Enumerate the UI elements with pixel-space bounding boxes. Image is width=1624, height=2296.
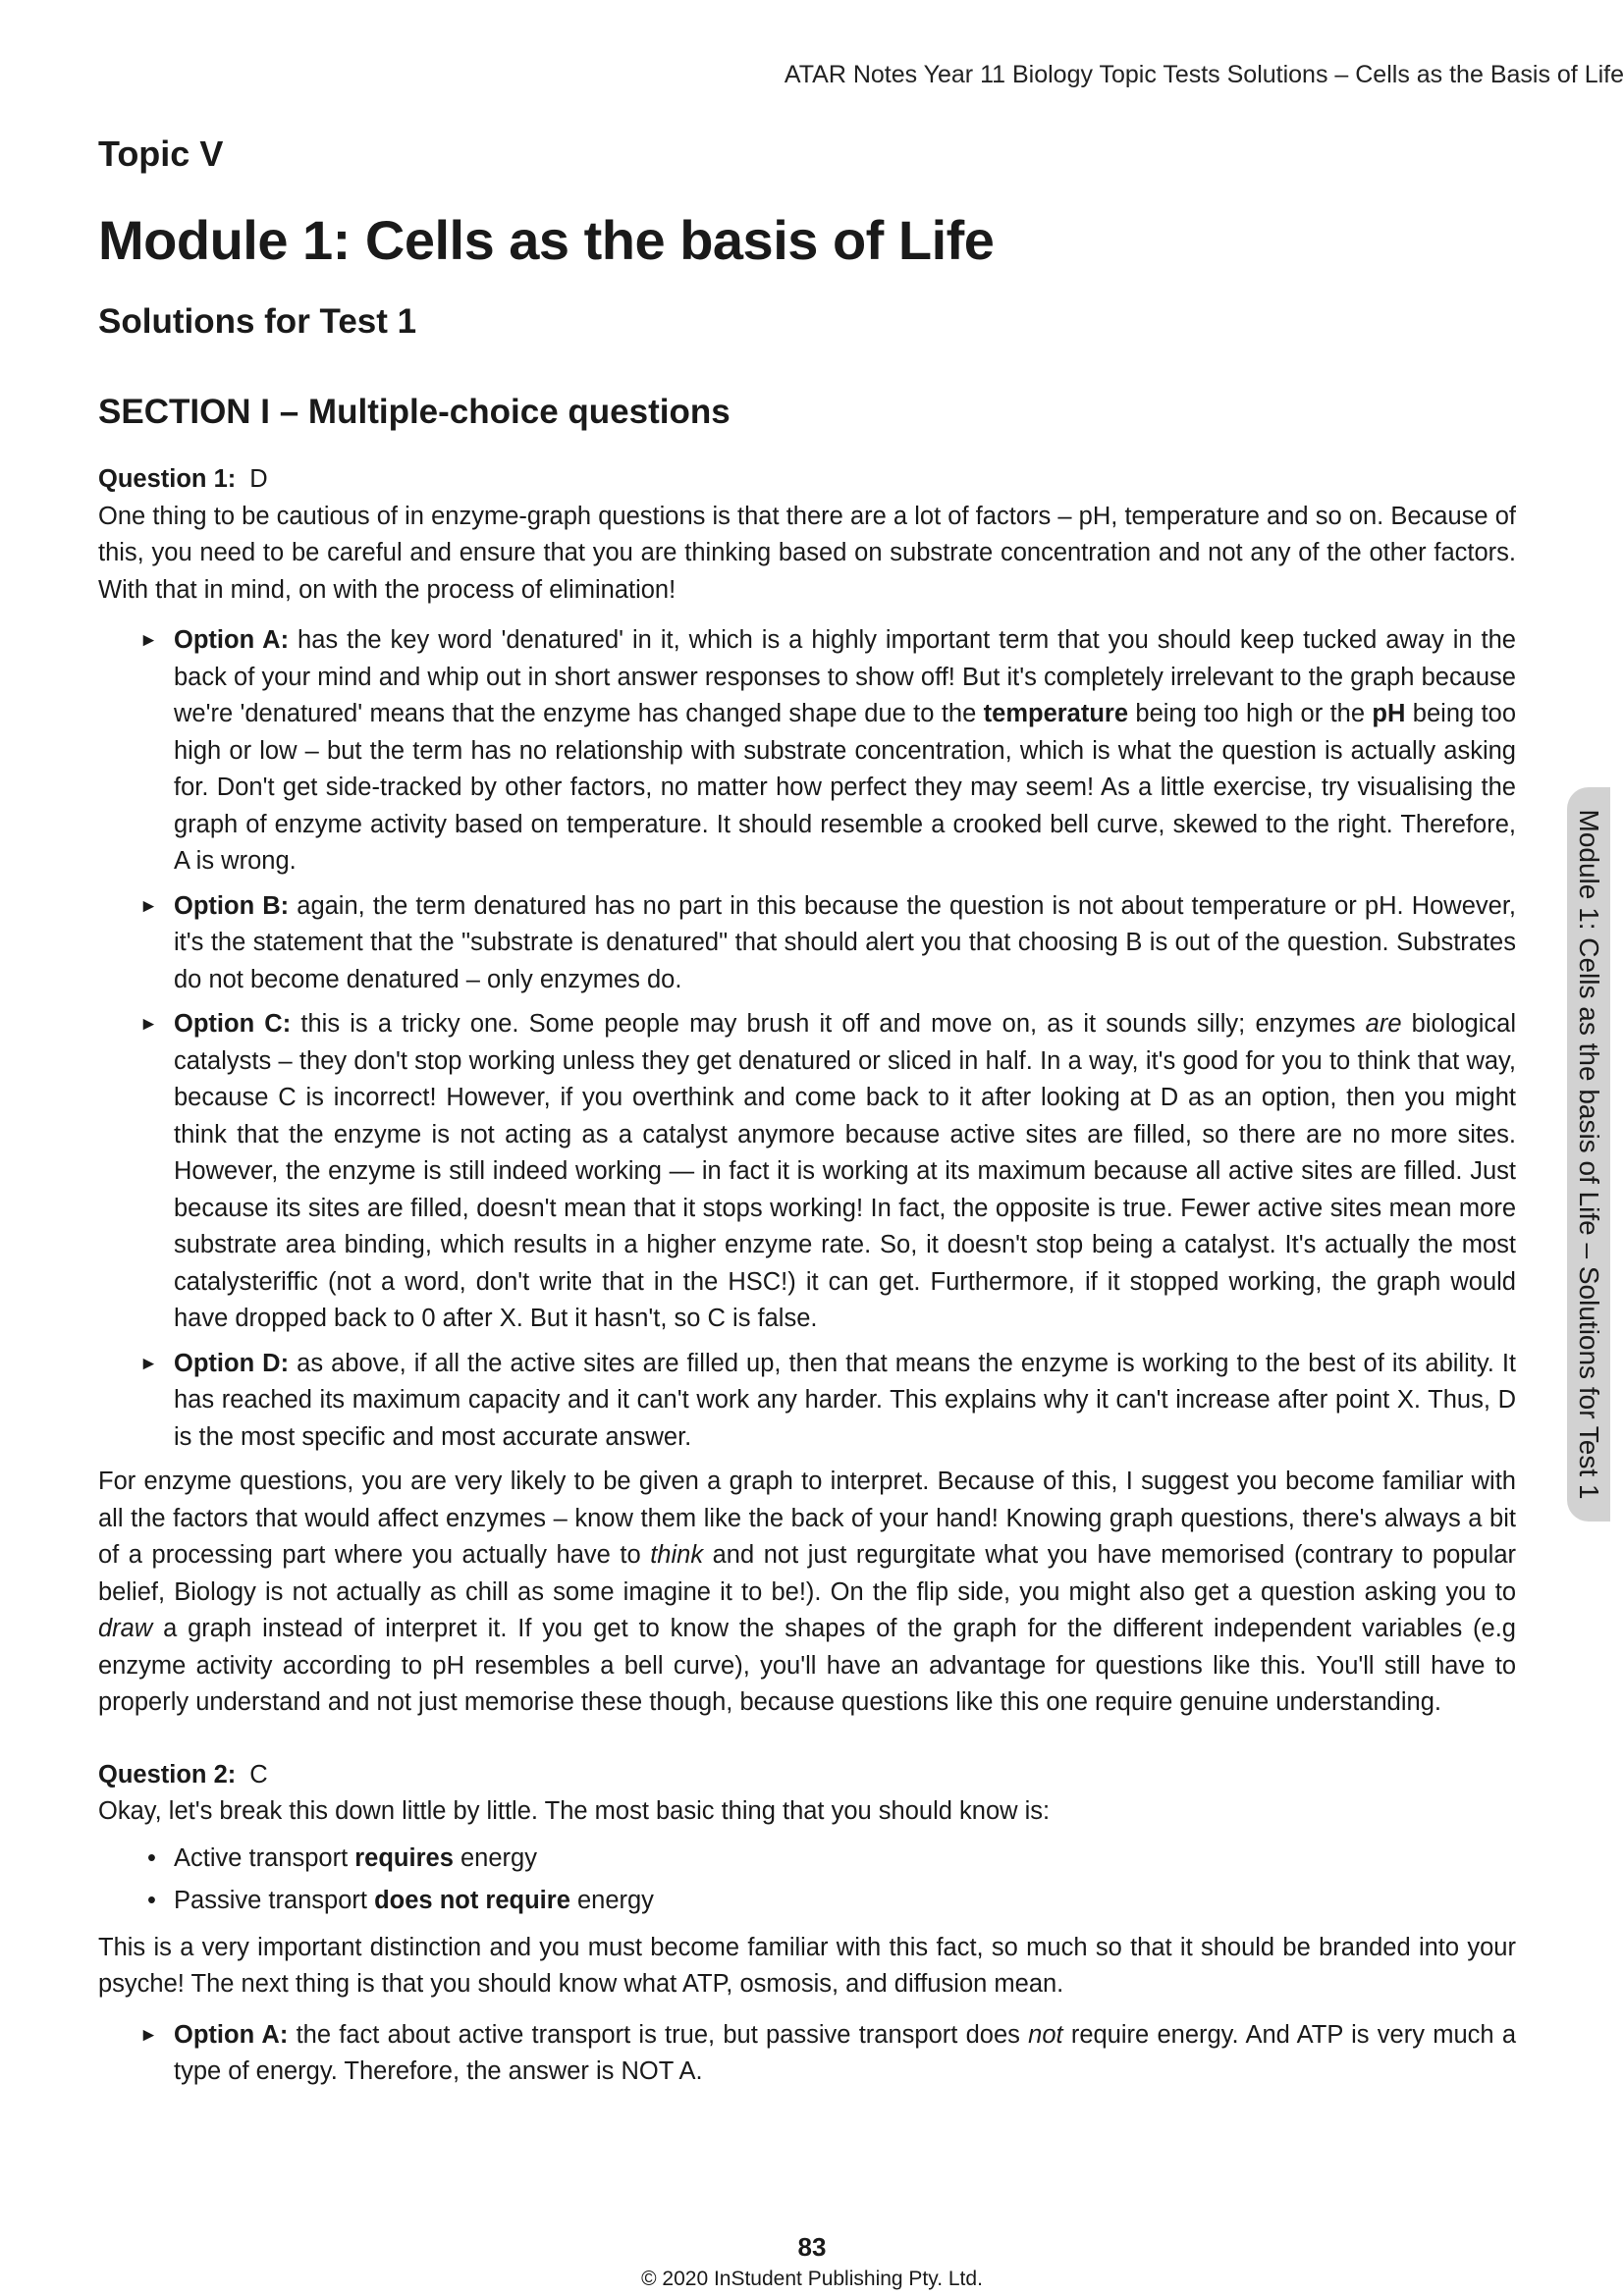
question-2-paragraph: This is a very important distinction and you must become familiar with this fact, so much so that it should be branded into your psyche! The next thing is that you should know what ATP, osmosis, and diffusion mean. bbox=[98, 1933, 1516, 1998]
triangle-bullet-icon: ► bbox=[139, 895, 158, 917]
question-2-intro: Okay, let's break this down little by little. The most basic thing that you should know is: bbox=[98, 1797, 1051, 1825]
topic-label: Topic V bbox=[98, 133, 224, 174]
running-header: ATAR Notes Year 11 Biology Topic Tests Solutions – Cells as the Basis of Life bbox=[784, 61, 1624, 88]
question-1-outro: For enzyme questions, you are very likely to be given a graph to interpret. Because of this, I suggest you become familiar with all the factors that would affect enzymes – know them like the back of your hand! Knowing graph questions, there's always a bit of a processing part where you actually have to think and not just regurgitate what you have memorised (contrary to popular belief, Biology is not actually as chill as some imagine it to be!). On the flip side, you might also get a question asking you to draw a graph instead of interpret it. If you get to know the shapes of the graph for the different independent variables (e.g enzyme activity according to pH resembles a bell curve), you'll have an advantage for questions like this. You'll still have to properly understand and not just memorise these though, because questions like this one require genuine understanding. bbox=[98, 1468, 1516, 1716]
question-1-intro: One thing to be cautious of in enzyme-graph questions is that there are a lot of factors – pH, temperature and so on. Because of this, you need to be careful and ensure that you are thinking based on substrate concentration and not any of the other factors. With that in mind, on with the process of elimination! bbox=[98, 502, 1516, 604]
solutions-subtitle: Solutions for Test 1 bbox=[98, 302, 417, 341]
dot-bullet-icon: • bbox=[147, 1887, 156, 1914]
option-b-explanation: ► Option B: again, the term denatured has no part in this because the question is not about temperature or pH. However, it's the statement that the "substrate is denatured" that should alert you that choosing B is out of the question. Substrates do not become denatured – only enzymes do. bbox=[98, 888, 1516, 999]
question-1-options bbox=[98, 622, 1516, 1456]
question-1-heading bbox=[98, 461, 1516, 499]
option-c-explanation: ► Option C: this is a tricky one. Some people may brush it off and move on, as it sounds silly; enzymes are biological catalysts – they don't stop working unless they get denatured or sliced in half. In a way, it's good for you to think that way, because C is incorrect! However, if you overthink and come back to it after looking at D as an option, then you might think that the enzyme is not acting as a catalyst anymore because active sites are filled, so there are no more sites. However, the enzyme is still indeed working — in fact it is working at its maximum because all active sites are filled. Just because its sites are filled, doesn't mean that it stops working! In fact, the opposite is true. Fewer active sites mean more substrate area binding, which results in a higher enzyme rate. So, it doesn't stop being a catalyst. It's actually the most catalysteriffic (not a word, don't write that in the HSC!) it can get. Furthermore, if it stopped working, the graph would have dropped back to 0 after X. But it hasn't, so C is false. bbox=[98, 1006, 1516, 1338]
option-a-explanation: ► Option A: the fact about active transport is true, but passive transport does not require energy. And ATP is very much a type of energy. Therefore, the answer is NOT A. bbox=[98, 2017, 1516, 2091]
option-d-explanation: ► Option D: as above, if all the active sites are filled up, then that means the enzyme is working to the best of its ability. It has reached its maximum capacity and it can't work any harder. This explains why it can't increase after point X. Thus, D is the most specific and most accurate answer. bbox=[98, 1346, 1516, 1457]
question-2-label: Question 2: bbox=[98, 1760, 237, 1789]
question-1-answer: D bbox=[249, 465, 268, 493]
triangle-bullet-icon: ► bbox=[139, 2024, 158, 2046]
dot-bullet-icon: • bbox=[147, 1843, 156, 1872]
transport-bullets bbox=[98, 1841, 1516, 1920]
section-heading: SECTION I – Multiple-choice questions bbox=[98, 393, 731, 431]
page-title: Module 1: Cells as the basis of Life bbox=[98, 209, 995, 271]
side-tab-label: Module 1: Cells as the basis of Life – Solutions for Test 1 bbox=[1574, 809, 1604, 1500]
question-1-label: Question 1: bbox=[98, 465, 237, 493]
solutions-body bbox=[98, 461, 1516, 2099]
bullet-item: • Active transport requires energy bbox=[98, 1841, 1516, 1878]
copyright-notice: © 2020 InStudent Publishing Pty. Ltd. bbox=[641, 2268, 983, 2290]
side-tab bbox=[1567, 787, 1610, 1522]
bullet-item: • Passive transport does not require energy bbox=[98, 1883, 1516, 1920]
triangle-bullet-icon: ► bbox=[139, 1014, 158, 1035]
question-2-options bbox=[98, 2017, 1516, 2091]
triangle-bullet-icon: ► bbox=[139, 630, 158, 651]
option-a-explanation: ► Option A: has the key word 'denatured' in it, which is a highly important term that you should keep tucked away in the back of your mind and whip out in short answer responses to show off! But it's completely irrelevant to the graph because we're 'denatured' means that the enzyme has changed shape due to the temperature being too high or the pH being too high or low – but the term has no relationship with substrate concentration, which is what the question is actually asking for. Don't get side-tracked by other factors, no matter how perfect they may seem! As a little exercise, try visualising the graph of enzyme activity based on temperature. It should resemble a crooked bell curve, skewed to the right. Therefore, A is wrong. bbox=[98, 622, 1516, 881]
triangle-bullet-icon: ► bbox=[139, 1353, 158, 1374]
page-number: 83 bbox=[797, 2232, 827, 2262]
question-2-heading bbox=[98, 1757, 1516, 1794]
question-2-answer: C bbox=[249, 1760, 268, 1789]
